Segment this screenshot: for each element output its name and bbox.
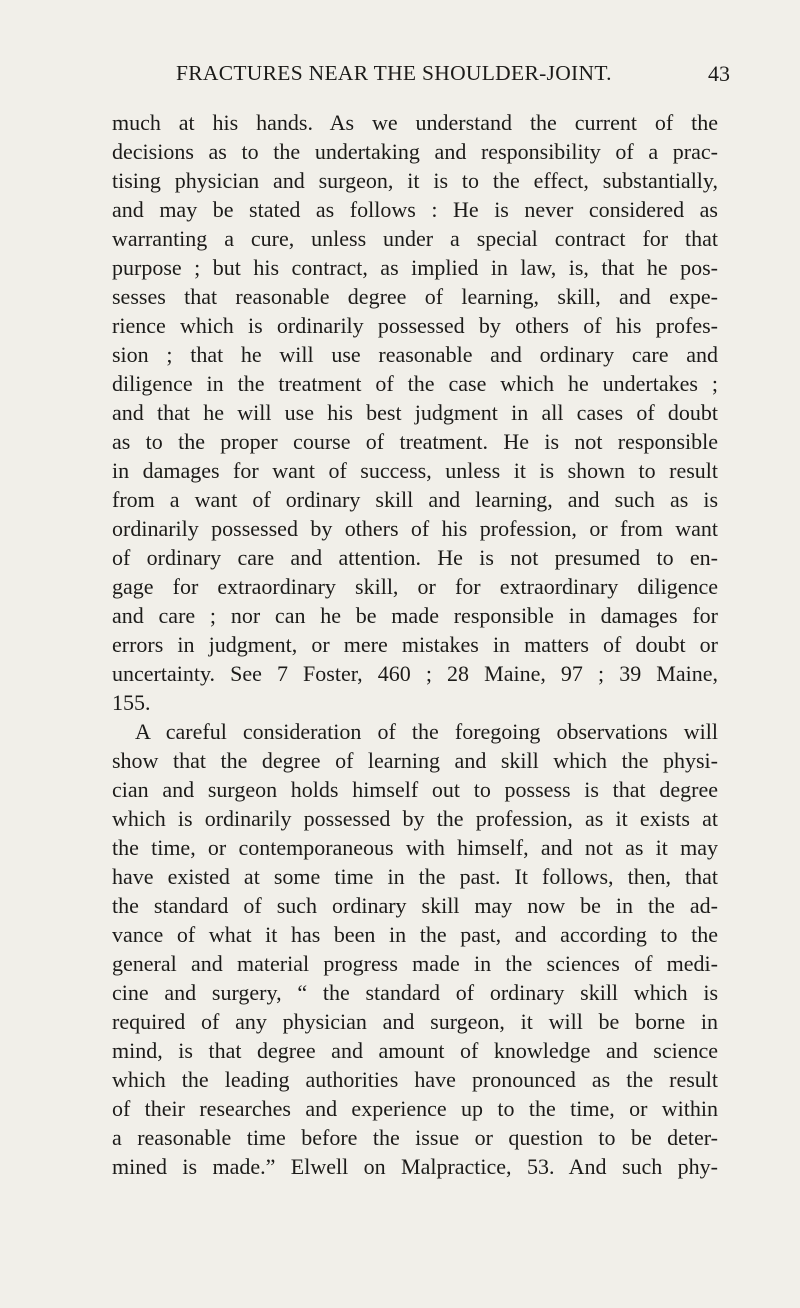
text-line: the time, or contemporaneous with himself, and not as it may <box>112 835 718 860</box>
page-number: 43 <box>708 61 730 86</box>
text-line: purpose ; but his contract, as implied in law, is, that he pos- <box>112 255 718 280</box>
text-line: have existed at some time in the past. It follows, then, that <box>112 864 718 889</box>
text-line: vance of what it has been in the past, and according to the <box>112 922 718 947</box>
text-line: mined is made.” Elwell on Malpractice, 53. And such phy- <box>112 1154 718 1179</box>
text-line: as to the proper course of treatment. He is not responsible <box>112 429 718 454</box>
text-line: in damages for want of success, unless it is shown to result <box>112 458 718 483</box>
text-line: much at his hands. As we understand the current of the <box>112 110 718 135</box>
text-line: sion ; that he will use reasonable and ordinary care and <box>112 342 718 367</box>
text-line: tising physician and surgeon, it is to the effect, substantially, <box>112 168 718 193</box>
text-line: required of any physician and surgeon, it will be borne in <box>112 1009 718 1034</box>
text-line: and care ; nor can he be made responsible in damages for <box>112 603 718 628</box>
text-line: a reasonable time before the issue or question to be deter- <box>112 1125 718 1150</box>
text-line: the standard of such ordinary skill may now be in the ad- <box>112 893 718 918</box>
text-line: and may be stated as follows : He is never considered as <box>112 197 718 222</box>
text-line: cine and surgery, “ the standard of ordinary skill which is <box>112 980 718 1005</box>
text-line: warranting a cure, unless under a special contract for that <box>112 226 718 251</box>
paragraph-end-line: 155. <box>112 690 151 715</box>
text-line: diligence in the treatment of the case which he undertakes ; <box>112 371 718 396</box>
text-line: from a want of ordinary skill and learning, and such as is <box>112 487 718 512</box>
text-line: gage for extraordinary skill, or for extraordinary diligence <box>112 574 718 599</box>
body-text <box>112 108 718 1181</box>
text-line: which is ordinarily possessed by the profession, as it exists at <box>112 806 718 831</box>
text-line: sesses that reasonable degree of learning, skill, and expe- <box>112 284 718 309</box>
text-line: ordinarily possessed by others of his profession, or from want <box>112 516 718 541</box>
text-line: uncertainty. See 7 Foster, 460 ; 28 Maine, 97 ; 39 Maine, <box>112 661 718 686</box>
paragraph-start-line: A careful consideration of the foregoing observations will <box>135 719 718 744</box>
text-line: errors in judgment, or mere mistakes in matters of doubt or <box>112 632 718 657</box>
text-line: show that the degree of learning and skill which the physi- <box>112 748 718 773</box>
text-line: general and material progress made in the sciences of medi- <box>112 951 718 976</box>
text-line: and that he will use his best judgment in all cases of doubt <box>112 400 718 425</box>
text-line: of ordinary care and attention. He is not presumed to en- <box>112 545 718 570</box>
running-head: FRACTURES NEAR THE SHOULDER-JOINT. <box>176 61 612 85</box>
text-line: which the leading authorities have pronounced as the result <box>112 1067 718 1092</box>
text-line: cian and surgeon holds himself out to possess is that degree <box>112 777 718 802</box>
text-line: rience which is ordinarily possessed by others of his profes- <box>112 313 718 338</box>
text-line: of their researches and experience up to the time, or within <box>112 1096 718 1121</box>
text-line: decisions as to the undertaking and responsibility of a prac- <box>112 139 718 164</box>
text-line: mind, is that degree and amount of knowledge and science <box>112 1038 718 1063</box>
